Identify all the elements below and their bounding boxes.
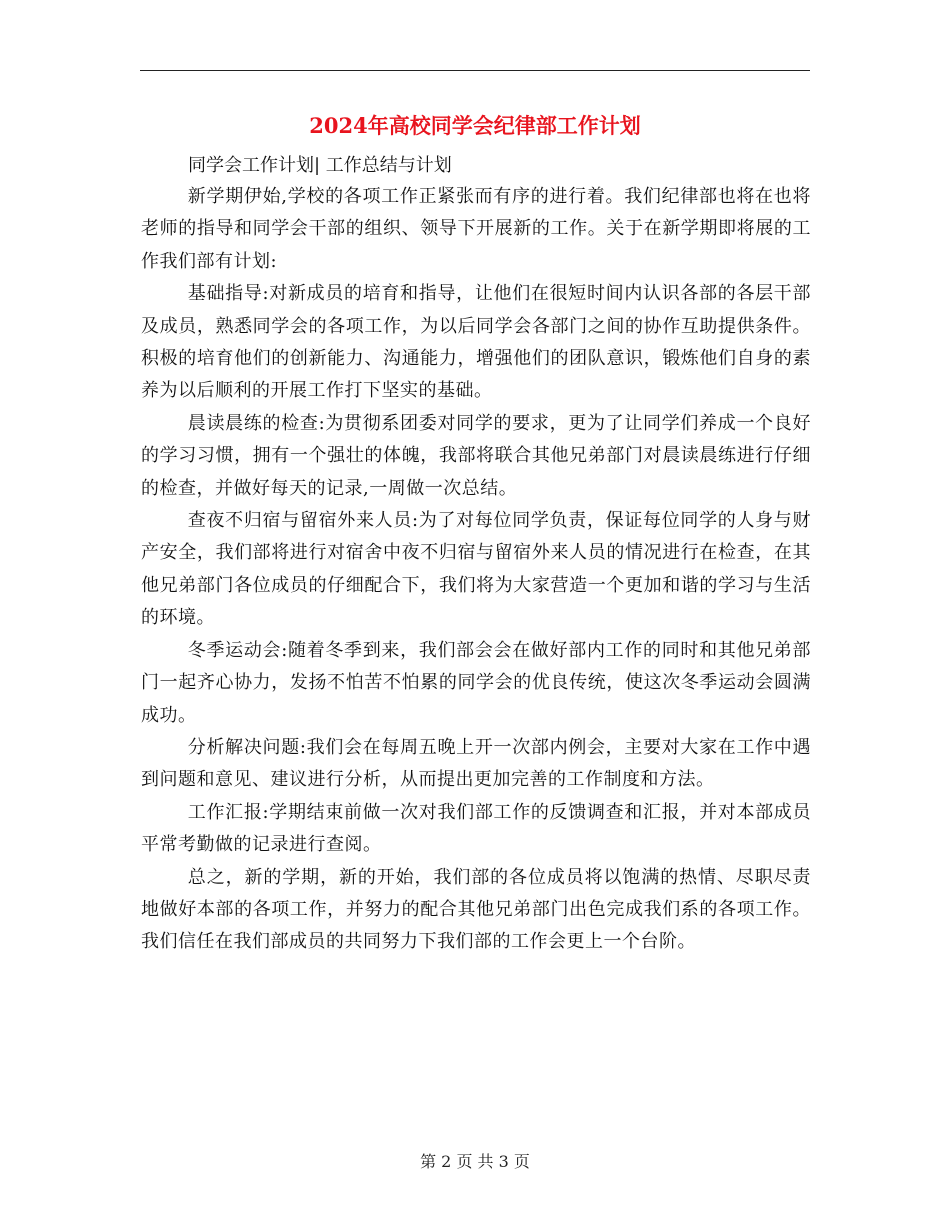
page-number: 第 2 页 共 3 页 — [420, 1152, 530, 1171]
document-title: 2024年高校同学会纪律部工作计划 — [309, 113, 641, 138]
header-rule — [140, 70, 810, 71]
paragraph-night-check: 查夜不归宿与留宿外来人员:为了对每位同学负责，保证每位同学的人身与财产安全，我们部将进行对宿舍中夜不归宿与留宿外来人员的情况进行在检查，在其他兄弟部门各位成员的仔细配合下，我们将为大家营造一个更加和谐的学习与生活的环境。 — [141, 510, 811, 629]
paragraph-winter-sports: 冬季运动会:随着冬季到来，我们部会会在做好部内工作的同时和其他兄弟部门一起齐心协力，发扬不怕苦不怕累的同学会的优良传统，使这次冬季运动会圆满成功。 — [141, 639, 811, 726]
paragraph-work-report: 工作汇报:学期结束前做一次对我们部工作的反馈调查和汇报，并对本部成员平常考勤做的记录进行查阅。 — [141, 801, 811, 856]
paragraph-basic-guidance: 基础指导:对新成员的培育和指导，让他们在很短时间内认识各部的各层干部及成员，熟悉同学会的各项工作，为以后同学会各部门之间的协作互助提供条件。积极的培育他们的创新能力、沟通能力，增强他们的团队意识，锻炼他们自身的素养为以后顺利的开展工作打下坚实的基础。 — [141, 283, 811, 402]
paragraph-problem-solving: 分析解决问题:我们会在每周五晚上开一次部内例会，主要对大家在工作中遇到问题和意见、建议进行分析，从而提出更加完善的工作制度和方法。 — [141, 736, 811, 791]
document-body — [141, 181, 811, 959]
paragraph-intro: 新学期伊始,学校的各项工作正紧张而有序的进行着。我们纪律部也将在也将老师的指导和同学会干部的组织、领导下开展新的工作。关于在新学期即将展的工作我们部有计划: — [141, 186, 811, 272]
paragraph-morning-check: 晨读晨练的检查:为贯彻系团委对同学的要求，更为了让同学们养成一个良好的学习习惯，拥有一个强壮的体魄，我部将联合其他兄弟部门对晨读晨练进行仔细的检查，并做好每天的记录,一周做一次总结。 — [141, 412, 811, 499]
document-subtitle: 同学会工作计划| 工作总结与计划 — [188, 155, 452, 176]
paragraph-conclusion: 总之，新的学期，新的开始，我们部的各位成员将以饱满的热情、尽职尽责地做好本部的各项工作，并努力的配合其他兄弟部门出色完成我们系的各项工作。我们信任在我们部成员的共同努力下我们部的工作会更上一个台阶。 — [141, 866, 811, 953]
